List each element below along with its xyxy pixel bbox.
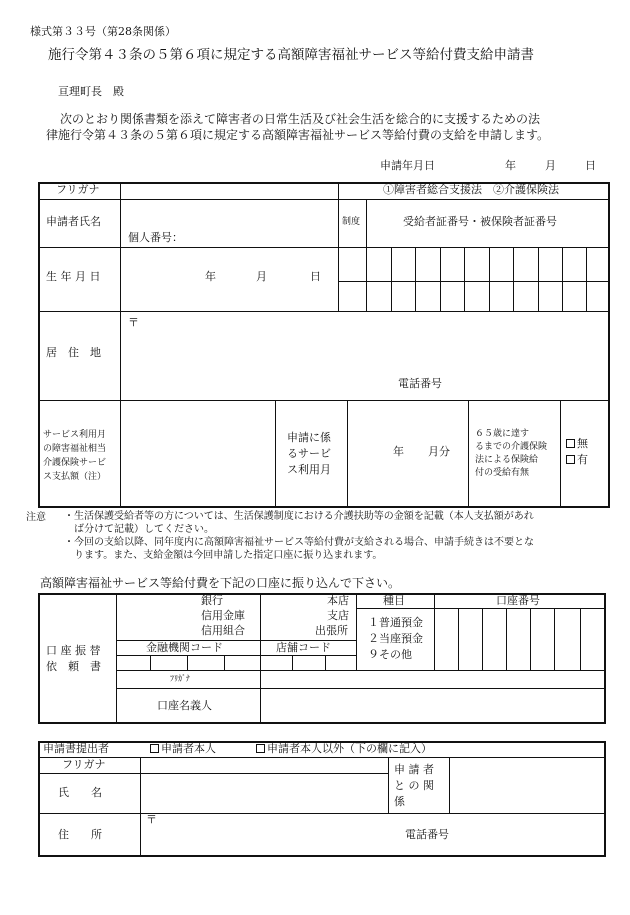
bank-table-border — [38, 593, 606, 724]
service-month-year: 年 — [393, 445, 404, 458]
option-no[interactable] — [566, 438, 588, 451]
postal-mark: 〒 — [128, 316, 139, 329]
service-month-line: ス利用月 — [287, 463, 331, 476]
account-type-1: １普通預金 — [368, 616, 423, 629]
intro-line-2: 律施行令第４３条の５第６項に規定する高額障害福祉サービス等給付費の支給を申請します。 — [46, 128, 550, 142]
ltc-question-line: るまでの介護保険 — [475, 442, 548, 452]
holder-furigana-label: ﾌﾘｶﾞﾅ — [170, 674, 190, 683]
bank-type-credit-union: 信用組合 — [201, 624, 245, 637]
option-yes-label: 有 — [577, 453, 588, 466]
applicant-name-label: 申請者氏名 — [46, 215, 101, 228]
birth-year: 年 — [205, 270, 216, 283]
bank-type-bank: 銀行 — [201, 594, 223, 607]
account-number-label: 口座番号 — [496, 594, 540, 607]
bank-type-credit-bank: 信用金庫 — [201, 609, 245, 622]
branch-code-label: 店舗コード — [276, 641, 331, 654]
transfer-label-1: 口 座 振 替 — [46, 644, 101, 657]
address-label: 居 住 地 — [46, 346, 101, 359]
account-type-9: ９その他 — [368, 648, 412, 661]
branch-type-sub: 出張所 — [315, 624, 348, 637]
service-amount-line: ス支払額（注） — [43, 472, 107, 482]
service-amount-line: サービス利用月 — [43, 430, 107, 440]
option-no-label: 無 — [577, 437, 588, 450]
application-date-day: 日 — [585, 159, 596, 172]
service-month-line: 申請に係 — [287, 431, 331, 444]
page-title: 施行令第４３条の５第６項に規定する高額障害福祉サービス等給付費支給申請書 — [48, 47, 534, 63]
account-type-label: 種目 — [383, 594, 405, 607]
application-date-month: 月 — [545, 159, 556, 172]
birth-date-label: 生 年 月 日 — [46, 270, 101, 283]
relation-line: と の 関 — [394, 779, 434, 792]
service-month-label — [287, 430, 331, 478]
notes-label: 注意 — [26, 512, 46, 523]
form-number: 様式第３３号（第28条関係） — [30, 25, 176, 38]
no-checkbox[interactable] — [566, 439, 575, 448]
relation-line: 申 請 者 — [394, 763, 434, 776]
submitter-phone-label: 電話番号 — [405, 828, 449, 841]
cert-number-label: 受給者証番号・被保険者証番号 — [403, 215, 557, 228]
option-self[interactable] — [150, 743, 216, 756]
personal-number-label: 個人番号： — [128, 231, 183, 244]
note-2-line-1: ・今回の支給以降、同年度内に高額障害福祉サービス等給付費が支給される場合、申請手続きは不要とな — [64, 537, 534, 548]
ltc-question — [475, 428, 547, 480]
ltc-question-line: ６５歳に達す — [475, 429, 530, 439]
ltc-question-line: 付の受給有無 — [475, 468, 530, 478]
other-checkbox[interactable] — [256, 744, 265, 753]
system-label: 制度 — [342, 217, 361, 227]
submitter-label: 申請書提出者 — [43, 742, 109, 755]
note-2-line-2: ります。また、支給金額は今回申請した指定口座に振り込まれます。 — [74, 550, 383, 561]
furigana-label: フリガナ — [56, 183, 100, 196]
option-other-label: 申請者本人以外（下の欄に記入） — [267, 742, 432, 755]
service-amount-line: の障害福祉相当 — [43, 444, 107, 454]
institution-code-label: 金融機関コード — [146, 641, 223, 654]
branch-type-branch: 支店 — [327, 609, 349, 622]
service-amount-label — [43, 428, 106, 484]
bank-heading: 高額障害福祉サービス等給付費を下記の口座に振り込んで下さい。 — [40, 576, 401, 590]
application-date-year: 年 — [505, 159, 516, 172]
account-type-2: ２当座預金 — [368, 632, 423, 645]
service-month-line: るサービ — [287, 447, 331, 460]
application-date-label: 申請年月日 — [380, 159, 435, 172]
intro-line-1: 次のとおり関係書類を添えて障害者の日常生活及び社会生活を総合的に支援するための法 — [60, 112, 541, 126]
note-1-line-2: ば分けて記載）してください。 — [74, 524, 214, 535]
option-other[interactable] — [256, 743, 432, 756]
birth-day: 日 — [310, 270, 321, 283]
relation-line: 係 — [394, 795, 405, 808]
system-options: ①障害者総合支援法 ②介護保険法 — [383, 183, 559, 196]
relation-label — [394, 762, 434, 810]
submitter-name-label: 氏 名 — [58, 786, 102, 799]
transfer-label-2: 依 頼 書 — [46, 660, 101, 673]
submitter-furigana-label: フリガナ — [62, 758, 106, 771]
service-amount-line: 介護保険サービ — [43, 458, 107, 468]
service-month-month: 月分 — [428, 445, 450, 458]
note-1-line-1: ・生活保護受給者等の方については、生活保護制度における介護扶助等の金額を記載（本人支払額があれ — [64, 511, 534, 522]
submitter-table-border — [38, 741, 606, 857]
branch-type-head: 本店 — [327, 594, 349, 607]
submitter-postal-mark: 〒 — [146, 813, 157, 826]
birth-month: 月 — [256, 270, 267, 283]
ltc-question-line: 法による保険給 — [475, 455, 539, 465]
phone-label: 電話番号 — [398, 377, 442, 390]
yes-checkbox[interactable] — [566, 455, 575, 464]
option-yes[interactable] — [566, 454, 588, 467]
self-checkbox[interactable] — [150, 744, 159, 753]
addressee: 亘理町長 殿 — [58, 85, 124, 98]
option-self-label: 申請者本人 — [161, 742, 216, 755]
account-holder-label: 口座名義人 — [157, 699, 212, 712]
submitter-address-label: 住 所 — [58, 828, 102, 841]
